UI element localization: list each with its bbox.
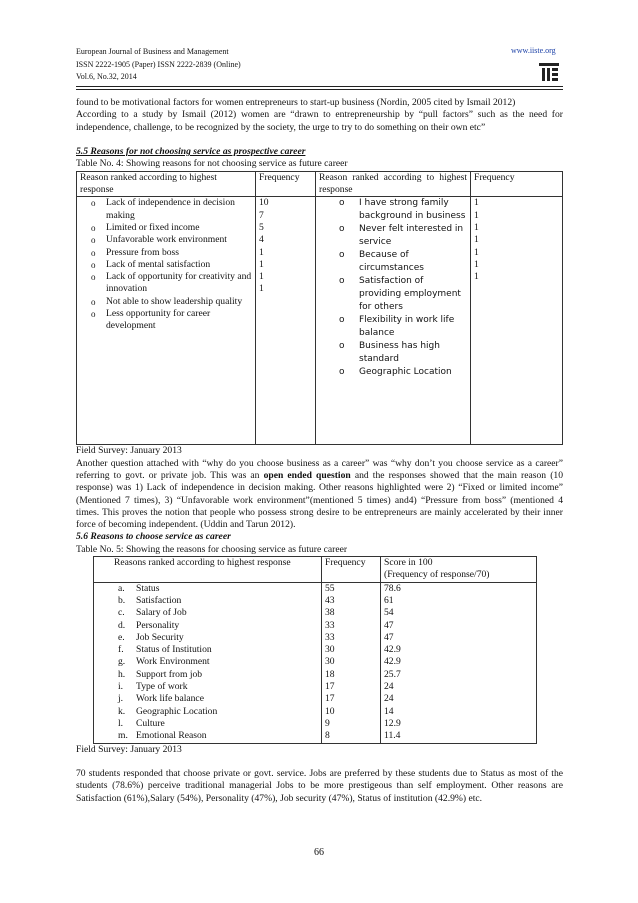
- row-letter: g.: [118, 656, 126, 668]
- freq-value: 1: [474, 197, 479, 209]
- list-item: o Satisfaction of providing employment for others: [319, 275, 467, 314]
- t5-col-frequency: Frequency: [322, 557, 381, 583]
- freq-value: 1: [474, 258, 479, 270]
- row-frequency: 30: [325, 644, 335, 656]
- page-number: 66: [314, 847, 324, 858]
- row-score: 47: [384, 619, 394, 631]
- row-frequency: 38: [325, 607, 335, 619]
- row-letter: i.: [118, 681, 124, 693]
- intro-paragraph-1: found to be motivational factors for women entrepreneurs to start-up business (Nordin, 2005 cited by Ismail 2012): [76, 97, 516, 108]
- row-score: 24: [384, 681, 394, 693]
- table-row: [118, 706, 318, 718]
- list-item: o Unfavorable work environment: [80, 234, 252, 246]
- row-frequency: 18: [325, 668, 335, 680]
- table-row: [118, 730, 318, 742]
- iiste-logo: [536, 60, 562, 84]
- freq-value: 1: [474, 209, 479, 221]
- intro-paragraph-2: According to a study by Ismail (2012) women are “drawn to entrepreneurship by “pull factors” such as the need for independence, challenge, to be recognized by the society, the urge to try to do something on their own etc”: [76, 109, 563, 133]
- table-row: [118, 607, 318, 619]
- row-letter: m.: [118, 730, 128, 742]
- t4-right-reasons: [316, 197, 471, 445]
- list-item: o Business has high standard: [319, 340, 467, 366]
- row-score: 12.9: [384, 717, 401, 729]
- row-reason: Satisfaction: [136, 594, 182, 606]
- t5-frequency-cell: [322, 582, 381, 743]
- t4-col-frequency-left: Frequency: [256, 171, 316, 197]
- para-text: Another question attached with “why do you choose business as a career” was “why don’t you choose service as a career” referring to govt. or private job. This was an: [76, 457, 563, 481]
- list-item: o Limited or fixed income: [80, 222, 252, 234]
- row-reason: Culture: [136, 717, 165, 729]
- list-item: o Lack of independence in decision making: [80, 197, 252, 222]
- freq-value: 10: [259, 197, 269, 209]
- row-reason: Emotional Reason: [136, 730, 207, 742]
- row-reason: Status of Institution: [136, 644, 212, 656]
- freq-value: 1: [259, 246, 264, 258]
- journal-header: [76, 46, 241, 84]
- row-frequency: 10: [325, 705, 335, 717]
- list-item: o Because of circumstances: [319, 249, 467, 275]
- row-letter: f.: [118, 644, 124, 656]
- score-header-line1: Score in 100: [384, 557, 433, 569]
- table-row: [118, 632, 318, 644]
- table-5-source: Field Survey: January 2013: [76, 743, 182, 755]
- row-score: 11.4: [384, 730, 401, 742]
- row-score: 78.6: [384, 582, 401, 594]
- row-letter: l.: [118, 717, 124, 729]
- row-letter: b.: [118, 594, 126, 606]
- row-letter: c.: [118, 607, 125, 619]
- row-reason: Job Security: [136, 631, 184, 643]
- row-score: 42.9: [384, 644, 401, 656]
- freq-value: 1: [259, 258, 264, 270]
- score-header-line2: (Frequency of response/70): [384, 569, 490, 581]
- journal-volume: Vol.6, No.32, 2014: [76, 72, 137, 81]
- list-item: o Not able to show leadership quality: [80, 296, 252, 308]
- table-row: [118, 644, 318, 656]
- row-reason: Type of work: [136, 681, 188, 693]
- para-text: and the responses showed that the main reason (10 response) was 1) Lack of independence in decision making. Other reasons highlighted were 2) “Fixed or limited income” (Mentioned 7 times), 3) “Unfavorable work environment”(mentioned 5 times) and4) “Pressure from boss” (mentioned 4 times. This proves the notion that people who possess strong desire to be entrepreneurs are mainly accelerated by their inner force of becoming independent. (Uddin and Tarun 2012).: [76, 469, 563, 531]
- freq-value: 1: [474, 246, 479, 258]
- section-5-6-paragraph: 70 students responded that choose private or govt. service. Jobs are preferred by these students due to Status as most of the students (78.6%) perceive traditional managerial Jobs to be more prestigeous than self employment. Other reasons are Satisfaction (61%),Salary (54%), Personality (47%), Job security (47%), Status of institution (42.9%) etc.: [76, 768, 563, 804]
- row-frequency: 43: [325, 594, 335, 606]
- row-frequency: 33: [325, 631, 335, 643]
- page-body: [76, 97, 563, 805]
- table-row: [118, 669, 318, 681]
- para-bold: open ended question: [263, 469, 351, 481]
- t4-right-frequencies: [471, 197, 563, 445]
- t4-col-reason-left: Reason ranked according to highest response: [77, 171, 256, 197]
- row-frequency: 30: [325, 656, 335, 668]
- row-reason: Work life balance: [136, 693, 204, 705]
- table-row: [118, 693, 318, 705]
- row-frequency: 17: [325, 693, 335, 705]
- row-reason: Status: [136, 582, 160, 594]
- table-4-caption: Table No. 4: Showing reasons for not choosing service as future career: [76, 158, 348, 170]
- row-letter: d.: [118, 619, 126, 631]
- freq-value: 1: [474, 234, 479, 246]
- list-item: o Pressure from boss: [80, 247, 252, 259]
- t5-col-reason: Reasons ranked according to highest response: [94, 557, 322, 583]
- table-row: [118, 718, 318, 730]
- t5-reasons-cell: [94, 582, 322, 743]
- list-item: o I have strong family background in business: [319, 197, 467, 223]
- table-row: [118, 583, 318, 595]
- row-frequency: 9: [325, 717, 330, 729]
- row-score: 25.7: [384, 668, 401, 680]
- journal-url[interactable]: www.iiste.org: [511, 46, 556, 55]
- journal-issn: ISSN 2222-1905 (Paper) ISSN 2222-2839 (Online): [76, 59, 241, 69]
- freq-value: 1: [474, 271, 479, 283]
- list-item: o Geographic Location: [319, 366, 467, 379]
- table-row: [118, 681, 318, 693]
- freq-value: 7: [259, 209, 264, 221]
- row-reason: Geographic Location: [136, 705, 218, 717]
- table-row: [118, 620, 318, 632]
- table-row: [118, 595, 318, 607]
- row-score: 61: [384, 594, 394, 606]
- t5-score-cell: [381, 582, 537, 743]
- section-5-5-heading: 5.5 Reasons for not choosing service as prospective career: [76, 146, 306, 158]
- section-5-6-heading: 5.6 Reasons to choose service as career: [76, 531, 231, 543]
- row-score: 54: [384, 607, 394, 619]
- row-frequency: 33: [325, 619, 335, 631]
- row-letter: e.: [118, 631, 125, 643]
- row-reason: Support from job: [136, 668, 203, 680]
- t4-col-reason-right: Reason ranked according to highest response: [316, 171, 471, 197]
- table-4-source: Field Survey: January 2013: [76, 445, 182, 457]
- freq-value: 1: [259, 283, 264, 295]
- t4-col-frequency-right: Frequency: [471, 171, 563, 197]
- row-letter: j.: [118, 693, 124, 705]
- header-rule: [76, 86, 563, 90]
- row-score: 42.9: [384, 656, 401, 668]
- row-score: 14: [384, 705, 394, 717]
- row-frequency: 17: [325, 681, 335, 693]
- row-score: 24: [384, 693, 394, 705]
- row-reason: Work Environment: [136, 656, 210, 668]
- table-4: [76, 171, 563, 446]
- row-frequency: 55: [325, 582, 335, 594]
- list-item: o Lack of mental satisfaction: [80, 259, 252, 271]
- table-5-caption: Table No. 5: Showing the reasons for choosing service as future career: [76, 543, 348, 555]
- t4-left-frequencies: [256, 197, 316, 445]
- t4-left-reasons: [77, 197, 256, 445]
- freq-value: 5: [259, 221, 264, 233]
- list-item: o Never felt interested in service: [319, 223, 467, 249]
- list-item: o Flexibility in work life balance: [319, 314, 467, 340]
- table-5: [93, 556, 537, 743]
- row-reason: Salary of Job: [136, 607, 187, 619]
- list-item: o Less opportunity for career development: [80, 308, 252, 333]
- journal-title: European Journal of Business and Management: [76, 47, 229, 56]
- row-letter: k.: [118, 705, 126, 717]
- section-5-5-paragraph: [76, 458, 563, 532]
- list-item: o Lack of opportunity for creativity and innovation: [80, 271, 252, 296]
- freq-value: 1: [474, 221, 479, 233]
- row-reason: Personality: [136, 619, 180, 631]
- row-score: 47: [384, 631, 394, 643]
- freq-value: 4: [259, 234, 264, 246]
- row-letter: h.: [118, 668, 126, 680]
- table-row: [118, 656, 318, 668]
- row-letter: a.: [118, 582, 125, 594]
- freq-value: 1: [259, 271, 264, 283]
- t5-col-score: [381, 557, 537, 583]
- row-frequency: 8: [325, 730, 330, 742]
